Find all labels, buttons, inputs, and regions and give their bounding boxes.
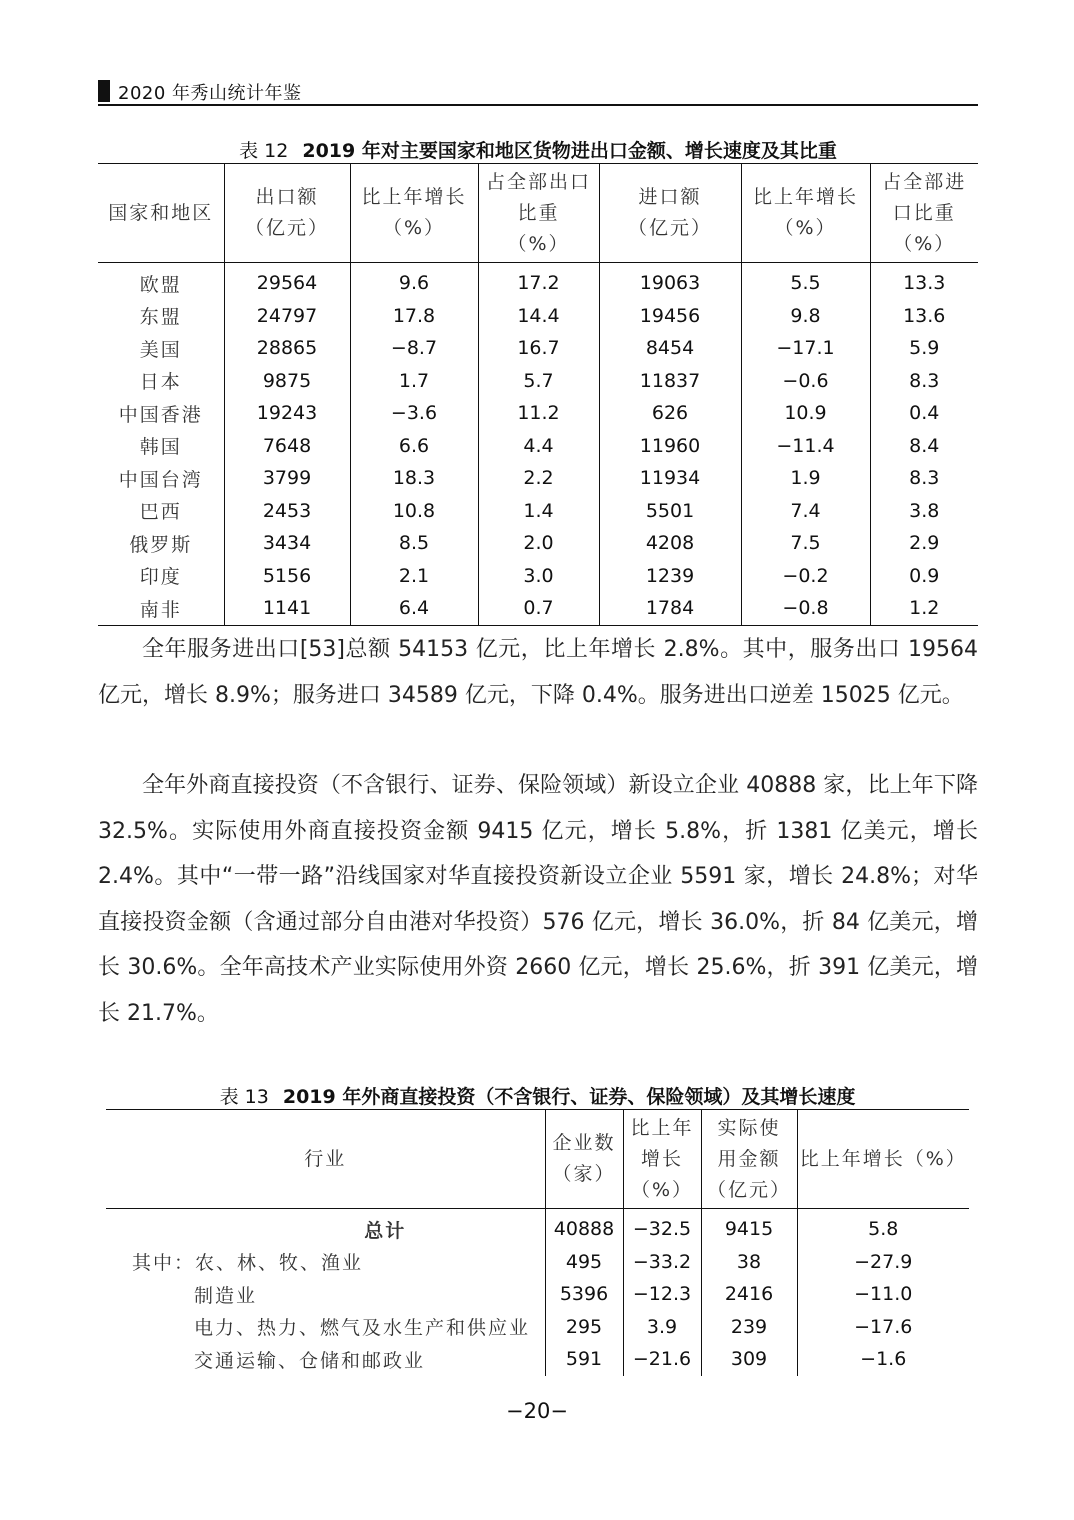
table12-value-cell: 5.7 <box>478 365 599 398</box>
table13-value-cell: 3.9 <box>623 1311 701 1344</box>
table12-header-line: （亿元） <box>244 217 329 239</box>
table12-value-cell: 0.9 <box>870 560 978 593</box>
table12-row-label: 日本 <box>139 371 182 394</box>
table12-value-cell: 1.9 <box>741 462 870 495</box>
fdi-paragraph <box>98 763 978 1037</box>
table12-row <box>98 365 978 398</box>
table12-value-cell: 13.6 <box>870 300 978 333</box>
table13-header-cell <box>623 1110 701 1209</box>
table13-value-cell: 495 <box>545 1246 623 1279</box>
table12-row <box>98 592 978 625</box>
table12-header-line: 占全部进 <box>882 170 967 193</box>
paragraph-2: 全年外商直接投资（不含银行、证券、保险领域）新设立企业 40888 家，比上年下降 32.5%。实际使用外商直接投资金额 9415 亿元，增长 5.8%，折 1381 亿美元，增长 2.4%。其中“一带一路”沿线国家对华直接投资新设立企业 5591 家，增长 24.8%；对华直接投资金额（含通过部分自由港对华投资）576 亿元，增长 36.0%，折 84 亿美元，增长 30.6%。全年高技术产业实际使用外资 2660 亿元，增长 25.6%，折 391 亿美元，增长 21.7%。 <box>98 773 978 1026</box>
table12-value-cell: 3799 <box>224 462 350 495</box>
table12-row-label: 美国 <box>139 338 182 361</box>
table12-value-cell: 8.5 <box>350 527 478 560</box>
table12-header-cell <box>741 164 870 263</box>
table12-value-cell: 2.1 <box>350 560 478 593</box>
table13-row <box>106 1246 969 1279</box>
table12-value-cell: 4208 <box>599 527 741 560</box>
table12-value-cell: 13.3 <box>870 263 978 300</box>
table12-value-cell: 11934 <box>599 462 741 495</box>
table13-value-cell: 591 <box>545 1343 623 1376</box>
table12-header-line: 占全部出口 <box>485 170 591 193</box>
table13-value-cell: 309 <box>701 1343 797 1376</box>
table13-row <box>106 1343 969 1376</box>
table12-header-line: 比上年增长 <box>361 186 467 208</box>
table12-trade-by-region <box>98 163 978 626</box>
table12-value-cell: 8.3 <box>870 365 978 398</box>
table12-value-cell: 3434 <box>224 527 350 560</box>
table13-fdi-by-industry <box>106 1109 969 1376</box>
table12-value-cell: 2.0 <box>478 527 599 560</box>
table12-value-cell: 6.6 <box>350 430 478 463</box>
running-header <box>98 78 978 106</box>
table13-header-line: 用金额 <box>717 1147 781 1170</box>
table13-value-cell: 2416 <box>701 1278 797 1311</box>
table13-header-cell <box>797 1110 969 1209</box>
table12-row <box>98 560 978 593</box>
table13-row-label: 总计 <box>364 1219 407 1242</box>
table13-header-line: 行业 <box>304 1147 347 1170</box>
table12-value-cell: 1.7 <box>350 365 478 398</box>
table13-header-cell <box>701 1110 797 1209</box>
table12-value-cell: 17.8 <box>350 300 478 333</box>
table13-number: 表 13 <box>219 1086 269 1108</box>
table12-value-cell: 7648 <box>224 430 350 463</box>
table12-value-cell: 4.4 <box>478 430 599 463</box>
table12-header-line: 口比重 <box>892 201 956 224</box>
table13-row <box>106 1278 969 1311</box>
table12-value-cell: 9875 <box>224 365 350 398</box>
table13-value-cell: 5396 <box>545 1278 623 1311</box>
table13-value-cell: −27.9 <box>797 1246 969 1279</box>
table12-header-line: 国家和地区 <box>108 201 214 224</box>
table13-header-line: 比上年 <box>630 1116 694 1139</box>
table12-value-cell: −3.6 <box>350 397 478 430</box>
table12-value-cell: 9.6 <box>350 263 478 300</box>
table12-header-line: （%） <box>893 232 956 255</box>
table13-caption <box>106 1082 969 1109</box>
table13-header-line: （%） <box>630 1178 694 1201</box>
table12-row <box>98 527 978 560</box>
table12-value-cell: 1141 <box>224 592 350 625</box>
table12-row <box>98 300 978 333</box>
table12-row-label: 东盟 <box>139 306 182 329</box>
table13-header-cell <box>545 1110 623 1209</box>
table13-value-cell: 295 <box>545 1311 623 1344</box>
table12-value-cell: 11960 <box>599 430 741 463</box>
table12-value-cell: 2.2 <box>478 462 599 495</box>
header-block-mark <box>98 80 110 102</box>
table12-row-label: 韩国 <box>139 436 182 459</box>
table12-value-cell: 5.9 <box>870 332 978 365</box>
paragraph-1: 全年服务进出口[53]总额 54153 亿元，比上年增长 2.8%。其中，服务出口 19564 亿元，增长 8.9%；服务进口 34589 亿元，下降 0.4%。服务进出口逆差 15025 亿元。 <box>98 637 978 708</box>
table13-row <box>106 1311 969 1344</box>
table12-value-cell: 10.9 <box>741 397 870 430</box>
table13-header-line: （亿元） <box>706 1178 791 1201</box>
table13-value-cell: −32.5 <box>623 1209 701 1246</box>
table13-row-label: 其中：农、林、牧、渔业 <box>132 1252 364 1275</box>
table12-header-cell <box>870 164 978 263</box>
table13-header-line: 增长 <box>640 1147 683 1170</box>
table12-value-cell: −0.8 <box>741 592 870 625</box>
table12-row <box>98 332 978 365</box>
table12-row-label: 中国香港 <box>118 403 203 426</box>
table12-row <box>98 397 978 430</box>
table12-value-cell: 8.4 <box>870 430 978 463</box>
table12-row-label: 俄罗斯 <box>129 533 193 556</box>
table12-value-cell: 16.7 <box>478 332 599 365</box>
table12-value-cell: 5156 <box>224 560 350 593</box>
table13-value-cell: −17.6 <box>797 1311 969 1344</box>
table13-value-cell: 40888 <box>545 1209 623 1246</box>
table12-value-cell: 18.3 <box>350 462 478 495</box>
table12-value-cell: 3.0 <box>478 560 599 593</box>
table12-value-cell: 2453 <box>224 495 350 528</box>
table12-value-cell: 19243 <box>224 397 350 430</box>
table12-value-cell: −0.6 <box>741 365 870 398</box>
table12-header-cell <box>478 164 599 263</box>
table12-header-cell <box>224 164 350 263</box>
table13-row-label: 交通运输、仓储和邮政业 <box>194 1349 426 1372</box>
table12-row-label: 中国台湾 <box>118 468 203 491</box>
table12-row <box>98 462 978 495</box>
table13-header-line: 企业数 <box>552 1132 616 1154</box>
table12-value-cell: 5.5 <box>741 263 870 300</box>
table13-value-cell: 38 <box>701 1246 797 1279</box>
table13-value-cell: 239 <box>701 1311 797 1344</box>
table12-value-cell: 8454 <box>599 332 741 365</box>
table12-value-cell: 0.4 <box>870 397 978 430</box>
table12-value-cell: 1.4 <box>478 495 599 528</box>
table12-header-line: 出口额 <box>255 186 319 208</box>
table13-row-label: 电力、热力、燃气及水生产和供应业 <box>194 1317 531 1340</box>
table12-value-cell: −8.7 <box>350 332 478 365</box>
table12-row <box>98 495 978 528</box>
table12-value-cell: 5501 <box>599 495 741 528</box>
table12-value-cell: 626 <box>599 397 741 430</box>
table13-value-cell: 5.8 <box>797 1209 969 1246</box>
table13-header-line: （家） <box>552 1163 616 1185</box>
table12-value-cell: −11.4 <box>741 430 870 463</box>
table12-header-line: 比上年增长 <box>752 186 858 208</box>
table12-value-cell: 1784 <box>599 592 741 625</box>
table12-value-cell: 1239 <box>599 560 741 593</box>
table12-header-cell <box>350 164 478 263</box>
table12-number: 表 12 <box>239 140 289 162</box>
table12-value-cell: 29564 <box>224 263 350 300</box>
table13-value-cell: −11.0 <box>797 1278 969 1311</box>
table13-value-cell: −12.3 <box>623 1278 701 1311</box>
table12-header-cell <box>98 164 224 263</box>
table13-header-cell <box>106 1110 545 1209</box>
table13-header-line: 实际使 <box>717 1116 781 1139</box>
table12-value-cell: 0.7 <box>478 592 599 625</box>
table13-value-cell: 9415 <box>701 1209 797 1246</box>
table12-row-label: 欧盟 <box>139 273 182 296</box>
table13-value-cell: −33.2 <box>623 1246 701 1279</box>
table12-row-label: 印度 <box>139 566 182 589</box>
table12-header-cell <box>599 164 741 263</box>
table12-value-cell: 28865 <box>224 332 350 365</box>
table12-value-cell: 2.9 <box>870 527 978 560</box>
table12-row-label: 巴西 <box>139 501 182 524</box>
table12-header-line: （亿元） <box>627 217 712 239</box>
table12-value-cell: −17.1 <box>741 332 870 365</box>
table12-header-line: （%） <box>382 217 446 239</box>
page-number: −20− <box>506 1399 568 1423</box>
table12-value-cell: 7.5 <box>741 527 870 560</box>
table12-value-cell: 11.2 <box>478 397 599 430</box>
table12-row-label: 南非 <box>139 598 182 621</box>
table13-row-label: 制造业 <box>194 1284 258 1307</box>
header-title: 2020 年秀山统计年鉴 <box>118 83 302 104</box>
table12-row <box>98 430 978 463</box>
table12-caption <box>98 136 978 163</box>
table12-value-cell: 11837 <box>599 365 741 398</box>
table12-value-cell: 19456 <box>599 300 741 333</box>
table12-value-cell: 17.2 <box>478 263 599 300</box>
table12-value-cell: 1.2 <box>870 592 978 625</box>
table13-row <box>106 1209 969 1246</box>
table12-value-cell: 10.8 <box>350 495 478 528</box>
services-trade-paragraph <box>98 627 978 718</box>
table12-value-cell: 8.3 <box>870 462 978 495</box>
table12-row <box>98 263 978 300</box>
table13-value-cell: −21.6 <box>623 1343 701 1376</box>
table12-value-cell: 24797 <box>224 300 350 333</box>
table12-value-cell: 3.8 <box>870 495 978 528</box>
table12-value-cell: 7.4 <box>741 495 870 528</box>
table12-value-cell: 19063 <box>599 263 741 300</box>
table12-value-cell: 9.8 <box>741 300 870 333</box>
table13-header-line: 比上年增长（%） <box>799 1147 967 1170</box>
table12-header-line: （%） <box>507 232 570 255</box>
table12-value-cell: −0.2 <box>741 560 870 593</box>
table12-header-line: 进口额 <box>638 186 702 208</box>
table12-header-line: 比重 <box>517 201 560 224</box>
table12-header-line: （%） <box>774 217 837 239</box>
table13-title: 2019 年外商直接投资（不含银行、证券、保险领域）及其增长速度 <box>282 1086 856 1108</box>
table12-title: 2019 年对主要国家和地区货物进出口金额、增长速度及其比重 <box>302 140 837 162</box>
table13-value-cell: −1.6 <box>797 1343 969 1376</box>
table12-value-cell: 6.4 <box>350 592 478 625</box>
table12-value-cell: 14.4 <box>478 300 599 333</box>
